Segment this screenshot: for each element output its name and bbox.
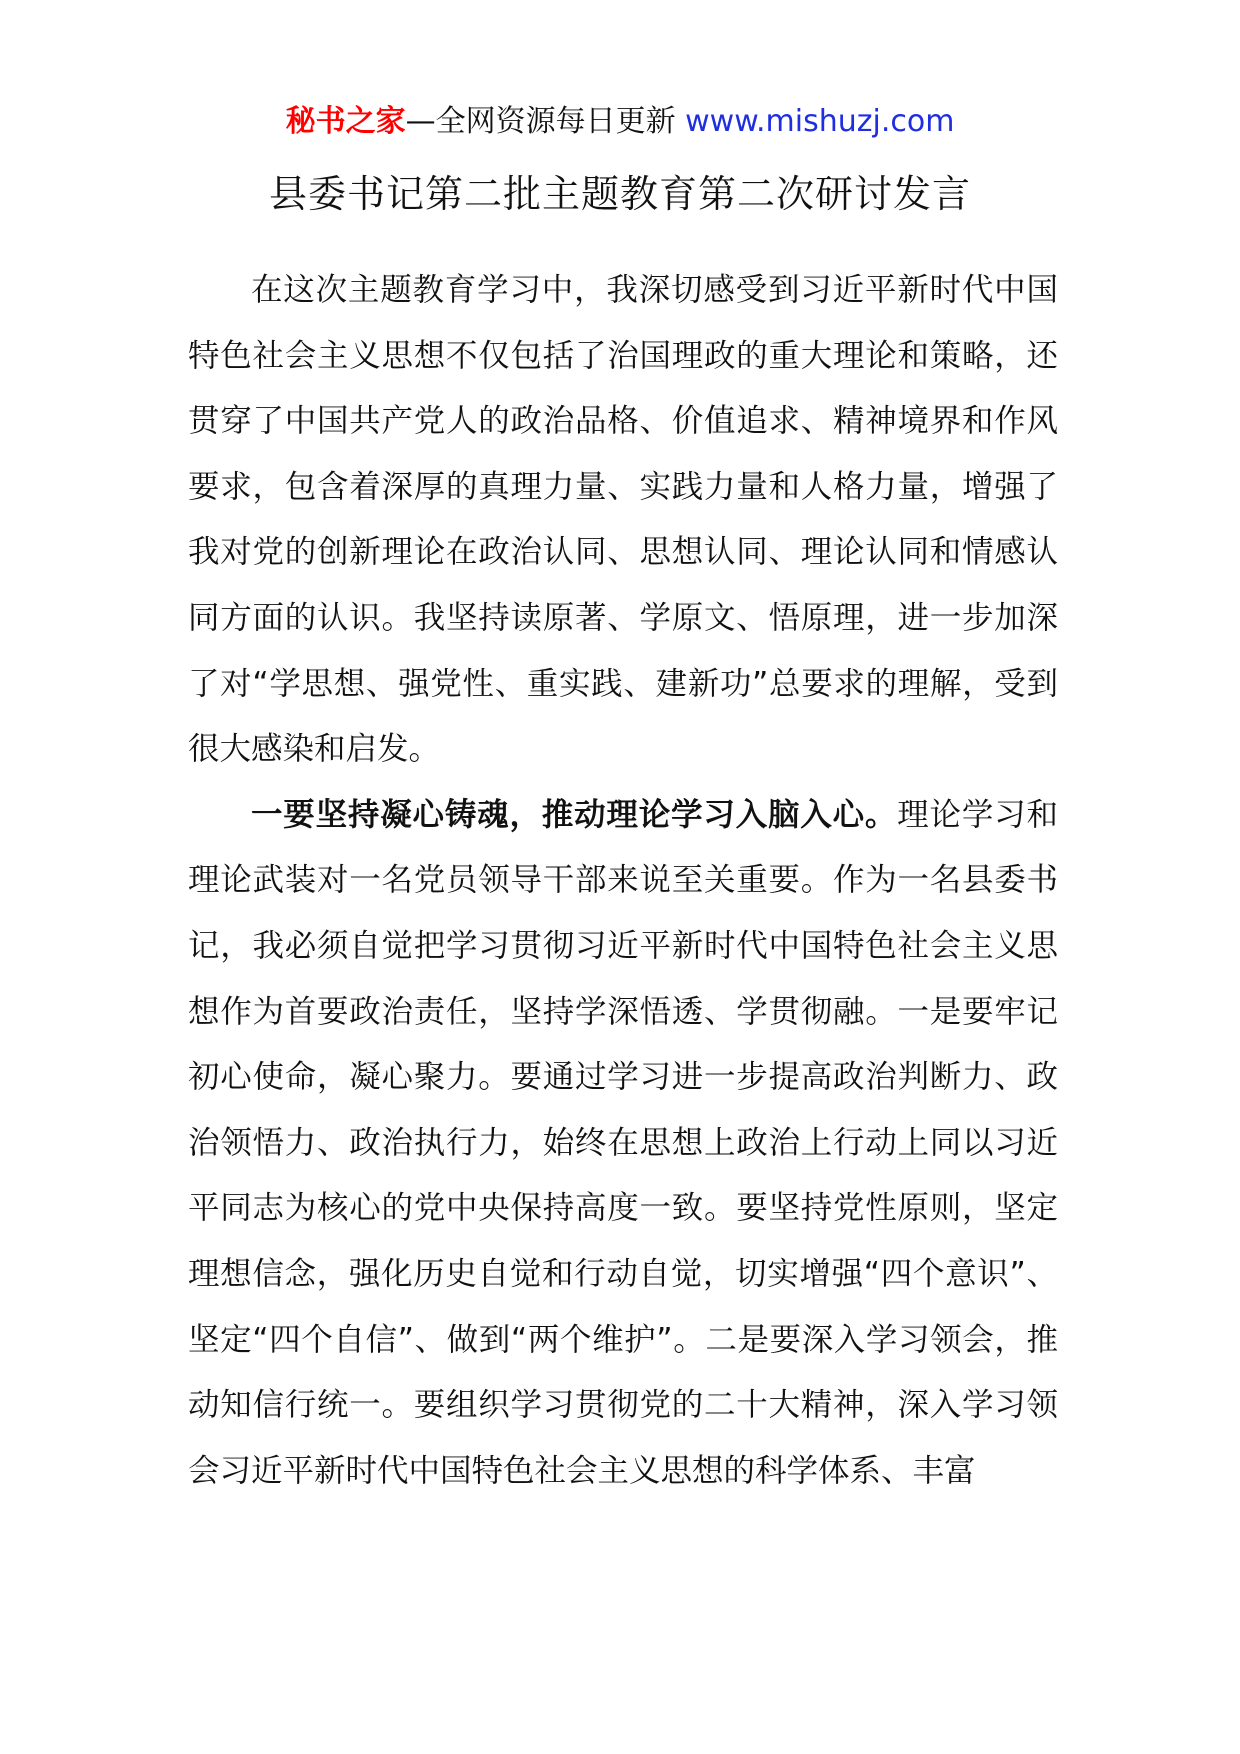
site-header (0, 100, 1240, 144)
paragraph-lead: 一要坚持凝心铸魂，推动理论学习入脑入心。 (251, 796, 898, 833)
document-title: 县委书记第二批主题教育第二次研讨发言 (268, 172, 971, 216)
document-body (188, 258, 1058, 1504)
header-tagline: —全网资源每日更新 (405, 104, 686, 139)
paragraph-text: 理论学习和理论武装对一名党员领导干部来说至关重要。作为一名县委书记，我必须自觉把学习贯彻习近平新时代中国特色社会主义思想作为首要政治责任，坚持学深悟透、学贯彻融。一是要牢记初心使命，凝心聚力。要通过学习进一步提高政治判断力、政治领悟力、政治执行力，始终在思想上政治上行动上同以习近平同志为核心的党中央保持高度一致。要坚持党性原则，坚定理想信念，强化历史自觉和行动自觉，切实增强“四个意识”、坚定“四个自信”、做到“两个维护”。二是要深入学习领会，推动知信行统一。要组织学习贯彻党的二十大精神，深入学习领会习近平新时代中国特色社会主义思想的科学体系、丰富 (188, 796, 1058, 1489)
paragraph-text: 在这次主题教育学习中，我深切感受到习近平新时代中国特色社会主义思想不仅包括了治国理政的重大理论和策略，还贯穿了中国共产党人的政治品格、价值追求、精神境界和作风要求，包含着深厚的真理力量、实践力量和人格力量，增强了我对党的创新理论在政治认同、思想认同、理论认同和情感认同方面的认识。我坚持读原著、学原文、悟原理，进一步加深了对“学思想、强党性、重实践、建新功”总要求的理解，受到很大感染和启发。 (188, 272, 1058, 768)
paragraph (188, 783, 1058, 1505)
brand-name: 秘书之家 (285, 104, 406, 139)
site-url-link[interactable]: www.mishuzj.com (685, 104, 955, 139)
paragraph (188, 258, 1058, 783)
